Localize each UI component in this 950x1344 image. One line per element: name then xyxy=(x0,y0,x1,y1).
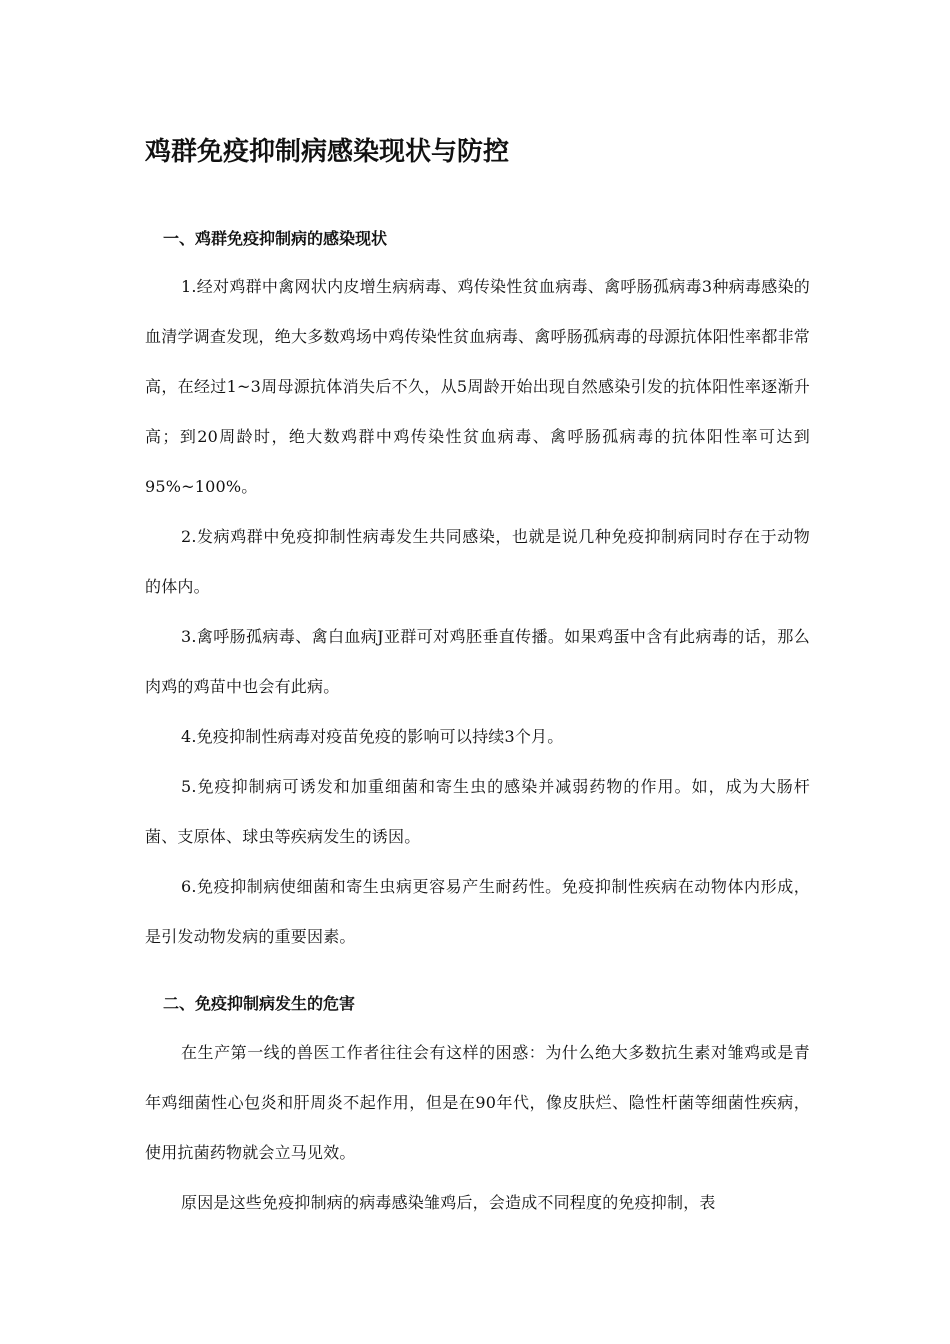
paragraph-serology-survey: 1.经对鸡群中禽网状内皮增生病病毒、鸡传染性贫血病毒、禽呼肠孤病毒3种病毒感染的血清学调查发现，绝大多数鸡场中鸡传染性贫血病毒、禽呼肠孤病毒的母源抗体阳性率都非常高，在经过1~3周母源抗体消失后不久，从5周龄开始出现自然感染引发的抗体阳性率逐渐升高；到20周龄时，绝大数鸡群中鸡传染性贫血病毒、禽呼肠孤病毒的抗体阳性率可达到95%~100%。 xyxy=(145,277,810,496)
paragraph-vaccine-impact: 4.免疫抑制性病毒对疫苗免疫的影响可以持续3个月。 xyxy=(181,727,564,746)
paragraph-vet-confusion: 在生产第一线的兽医工作者往往会有这样的困惑：为什么绝大多数抗生素对雏鸡或是青年鸡细菌性心包炎和肝周炎不起作用，但是在90年代，像皮肤烂、隐性杆菌等细菌性疾病，使用抗菌药物就会立马见效。 xyxy=(145,1043,810,1162)
document-title: 鸡群免疫抑制病感染现状与防控 xyxy=(145,137,510,167)
paragraph-drug-resistance: 6.免疫抑制病使细菌和寄生虫病更容易产生耐药性。免疫抑制性疾病在动物体内形成，是引发动物发病的重要因素。 xyxy=(145,877,810,946)
section-heading-harm: 二、免疫抑制病发生的危害 xyxy=(163,994,356,1013)
paragraph-reason: 原因是这些免疫抑制病的病毒感染雏鸡后，会造成不同程度的免疫抑制，表 xyxy=(181,1193,716,1212)
paragraph-secondary-infection: 5.免疫抑制病可诱发和加重细菌和寄生虫的感染并减弱药物的作用。如，成为大肠杆菌、支原体、球虫等疾病发生的诱因。 xyxy=(145,777,810,846)
section-heading-infection-status: 一、鸡群免疫抑制病的感染现状 xyxy=(163,229,388,248)
paragraph-vertical-transmission: 3.禽呼肠孤病毒、禽白血病J亚群可对鸡胚垂直传播。如果鸡蛋中含有此病毒的话，那么肉鸡的鸡苗中也会有此病。 xyxy=(145,627,810,696)
paragraph-co-infection: 2.发病鸡群中免疫抑制性病毒发生共同感染，也就是说几种免疫抑制病同时存在于动物的体内。 xyxy=(145,527,810,596)
